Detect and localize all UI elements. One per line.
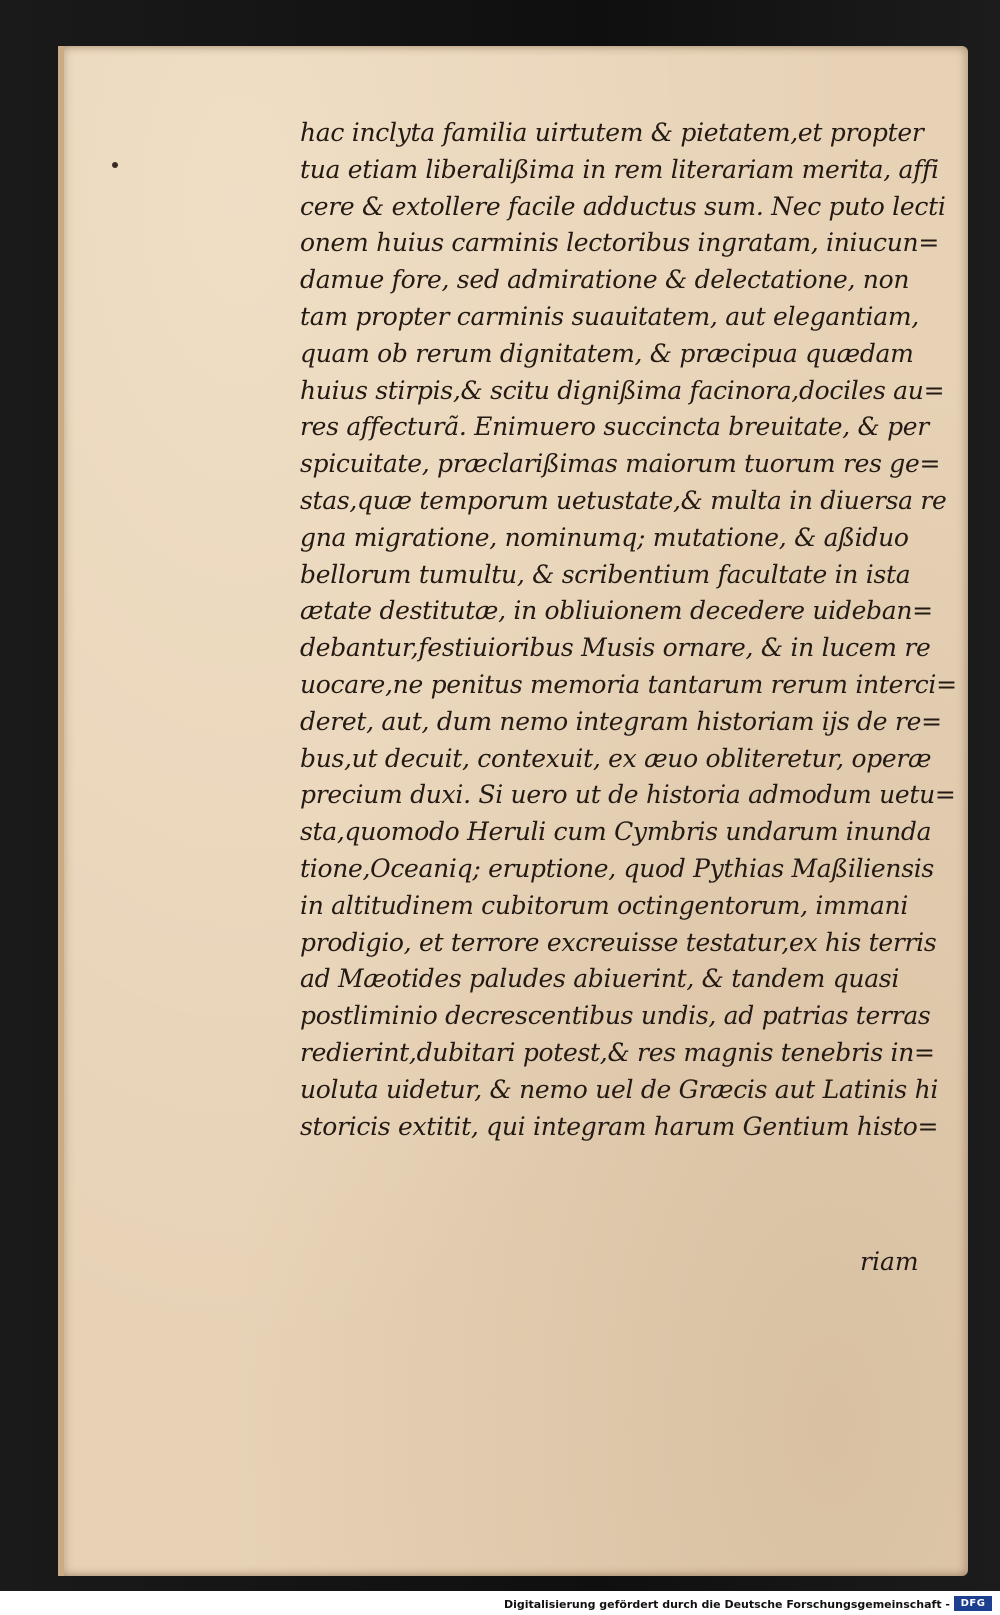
text-line: huius stirpis,& scitu dignißima facinora,dociles au=: [300, 375, 945, 405]
text-line: prodigio, et terrore excreuisse testatur,ex his terris: [300, 927, 937, 957]
text-line: onem huius carminis lectoribus ingratam, iniucun=: [300, 228, 939, 258]
text-line: precium duxi. Si uero ut de historia admodum uetu=: [300, 780, 956, 810]
page-text-block: [300, 115, 960, 1145]
text-line: ad Mæotides paludes abiuerint, & tandem quasi: [300, 964, 900, 994]
text-line: postliminio decrescentibus undis, ad patrias terras: [300, 1001, 931, 1031]
text-line: spicuitate, præclarißimas maiorum tuorum res ge=: [300, 449, 941, 479]
text-line: stas,quæ temporum uetustate,& multa in diuersa re: [300, 485, 947, 515]
text-line: sta,quomodo Heruli cum Cymbris undarum inunda: [300, 817, 932, 847]
text-line: debantur,festiuioribus Musis ornare, & in lucem re: [300, 633, 931, 663]
text-line: storicis extitit, qui integram harum Gentium histo=: [300, 1111, 939, 1141]
text-line: gna migratione, nominumq; mutatione, & aßiduo: [300, 522, 909, 552]
text-line: tua etiam liberalißima in rem literariam merita, affi: [300, 154, 939, 184]
text-line: damue fore, sed admiratione & delectatione, non: [300, 265, 910, 295]
text-line: ætate destitutæ, in obliuionem decedere uideban=: [300, 596, 933, 626]
margin-mark: [112, 162, 118, 168]
text-line: redierint,dubitari potest,& res magnis tenebris in=: [300, 1037, 935, 1067]
text-line: tam propter carminis suauitatem, aut elegantiam,: [300, 301, 919, 331]
text-line: deret, aut, dum nemo integram historiam ijs de re=: [300, 706, 942, 736]
text-line: tione,Oceaniq; eruptione, quod Pythias Maßiliensis: [300, 853, 934, 883]
dfg-logo-icon: DFG: [954, 1596, 992, 1611]
page-gutter-edge: [58, 46, 64, 1576]
footer-credit: Digitalisierung gefördert durch die Deutsche Forschungsgemeinschaft -: [503, 1598, 950, 1611]
text-line: res affecturã. Enimuero succincta breuitate, & per: [300, 412, 929, 442]
text-line: bus,ut decuit, contexuit, ex æuo obliteretur, operæ: [300, 743, 932, 773]
catchword: riam: [860, 1247, 919, 1276]
text-line: in altitudinem cubitorum octingentorum, immani: [300, 890, 909, 920]
text-line: cere & extollere facile adductus sum. Nec puto lecti: [300, 191, 946, 221]
text-line: quam ob rerum dignitatem, & præcipua quædam: [300, 338, 914, 368]
text-line: hac inclyta familia uirtutem & pietatem,et propter: [300, 118, 924, 147]
footer-bar: [0, 1591, 1000, 1615]
text-line: bellorum tumultu, & scribentium facultate in ista: [300, 559, 911, 589]
text-line: uoluta uidetur, & nemo uel de Græcis aut Latinis hi: [300, 1074, 939, 1104]
text-line: uocare,ne penitus memoria tantarum rerum interci=: [300, 669, 957, 699]
